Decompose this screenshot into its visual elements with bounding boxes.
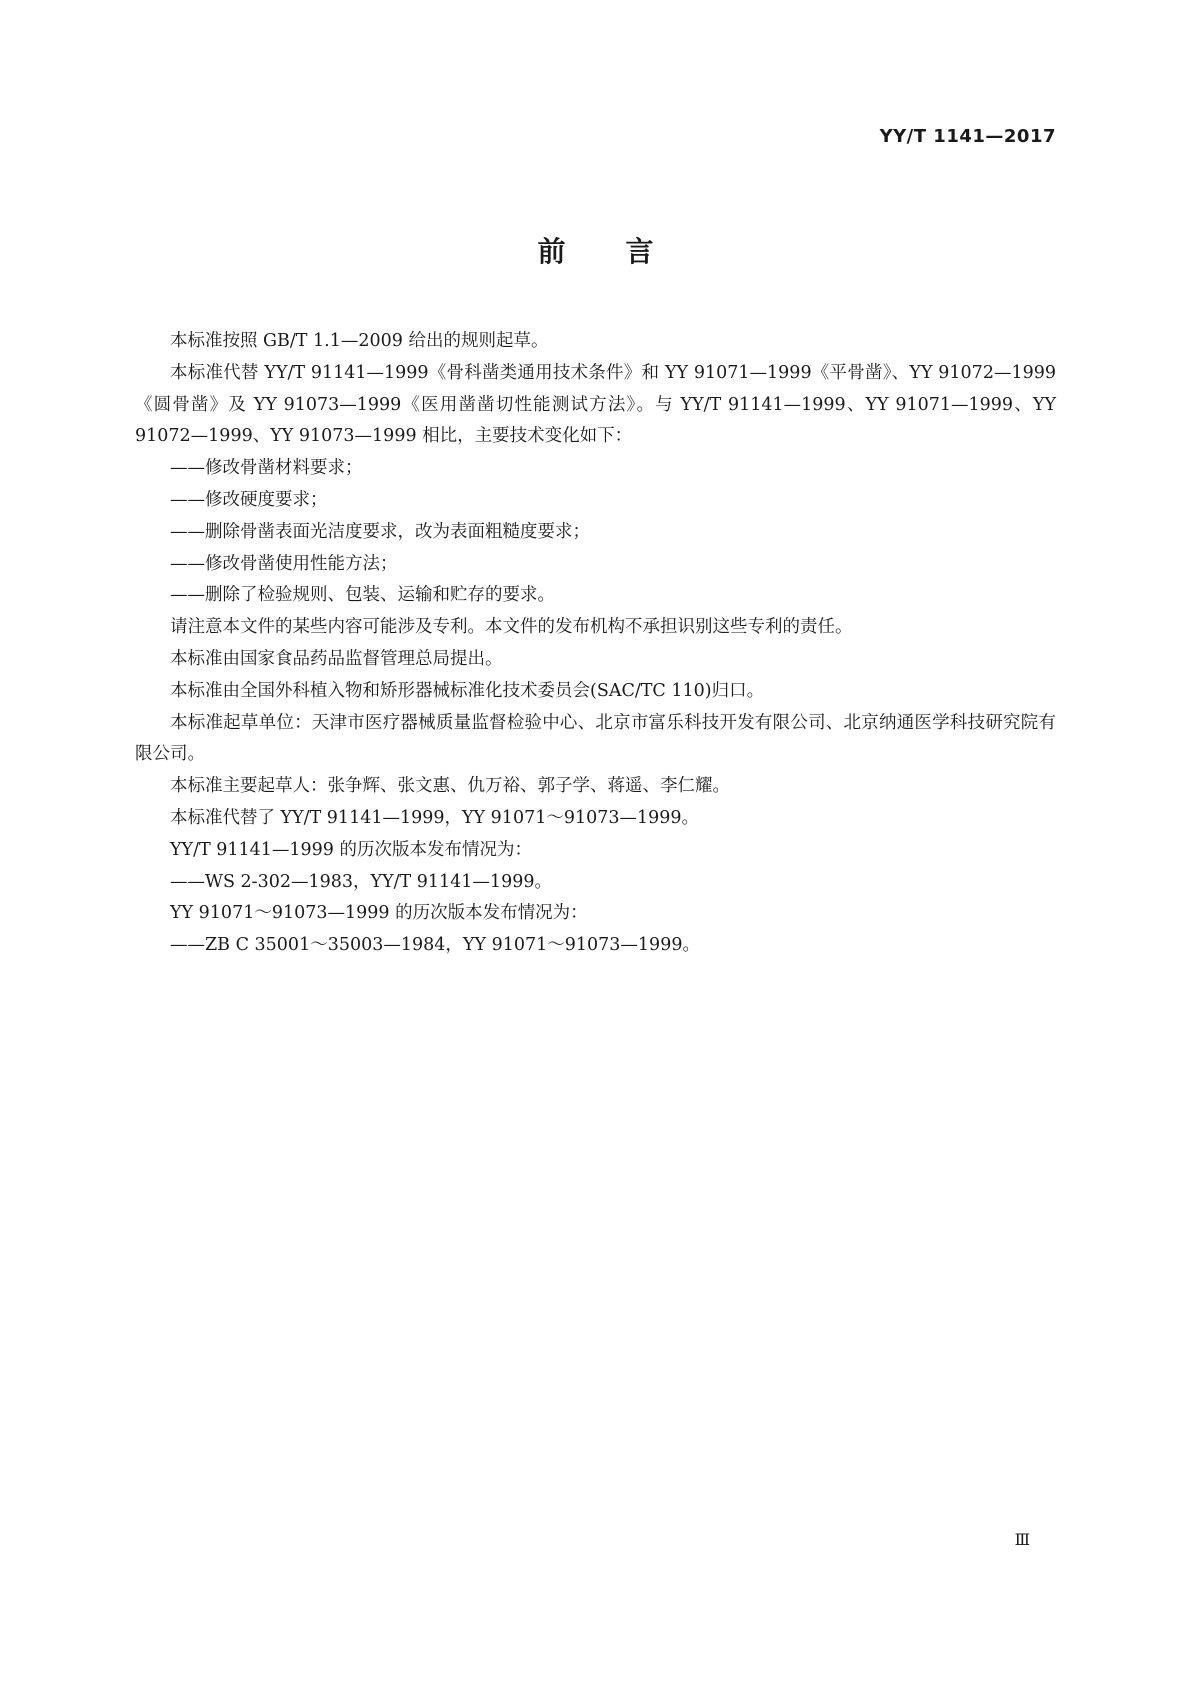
list-item: ——删除骨凿表面光洁度要求，改为表面粗糙度要求； [170,521,590,542]
page-title: 前言 [537,235,714,268]
paragraph-patent-notice: 请注意本文件的某些内容可能涉及专利。本文件的发布机构不承担识别这些专利的责任。 [170,617,853,638]
document-body [135,326,1056,962]
page-number: Ⅲ [1014,1530,1031,1549]
list-item: ——修改硬度要求； [170,489,328,510]
paragraph-drafters: 本标准主要起草人：张争辉、张文惠、仇万裕、郭子学、蒋遥、李仁耀。 [170,776,730,797]
paragraph-history-heading: YY 91071～91073—1999 的历次版本发布情况为： [170,903,588,924]
paragraph-replaced: 本标准代替了 YY/T 91141—1999，YY 91071～91073—1999。 [170,807,700,828]
list-item: ——ZB C 35001～35003—1984，YY 91071～91073—1999。 [170,935,700,956]
paragraph-committee: 本标准由全国外科植入物和矫形器械标准化技术委员会(SAC/TC 110)归口。 [170,680,765,701]
list-item: ——删除了检验规则、包装、运输和贮存的要求。 [170,585,555,606]
paragraph-history-heading: YY/T 91141—1999 的历次版本发布情况为： [170,839,533,860]
list-item: ——WS 2-302—1983，YY/T 91141—1999。 [170,871,552,892]
list-item: ——修改骨凿材料要求； [170,458,363,479]
paragraph-drafting-rules: 本标准按照 GB/T 1.1—2009 给出的规则起草。 [170,331,549,351]
paragraph-replacement: 本标准代替 YY/T 91141—1999《骨科凿类通用技术条件》和 YY 91071—1999《平骨凿》、YY 91072—1999《圆骨凿》及 YY 91073—1999《医用凿凿切性能测试方法》。与 YY/T 91141—1999、YY 91071—1999、YY 91072—1999、YY 91073—1999 相比，主要技术变化如下： [135,362,1056,447]
paragraph-drafting-units: 本标准起草单位：天津市医疗器械质量监督检验中心、北京市富乐科技开发有限公司、北京纳通医学科技研究院有限公司。 [135,712,1056,765]
paragraph-proposer: 本标准由国家食品药品监督管理总局提出。 [170,648,503,669]
standard-code: YY/T 1141—2017 [879,126,1056,147]
list-item: ——修改骨凿使用性能方法； [170,553,398,574]
